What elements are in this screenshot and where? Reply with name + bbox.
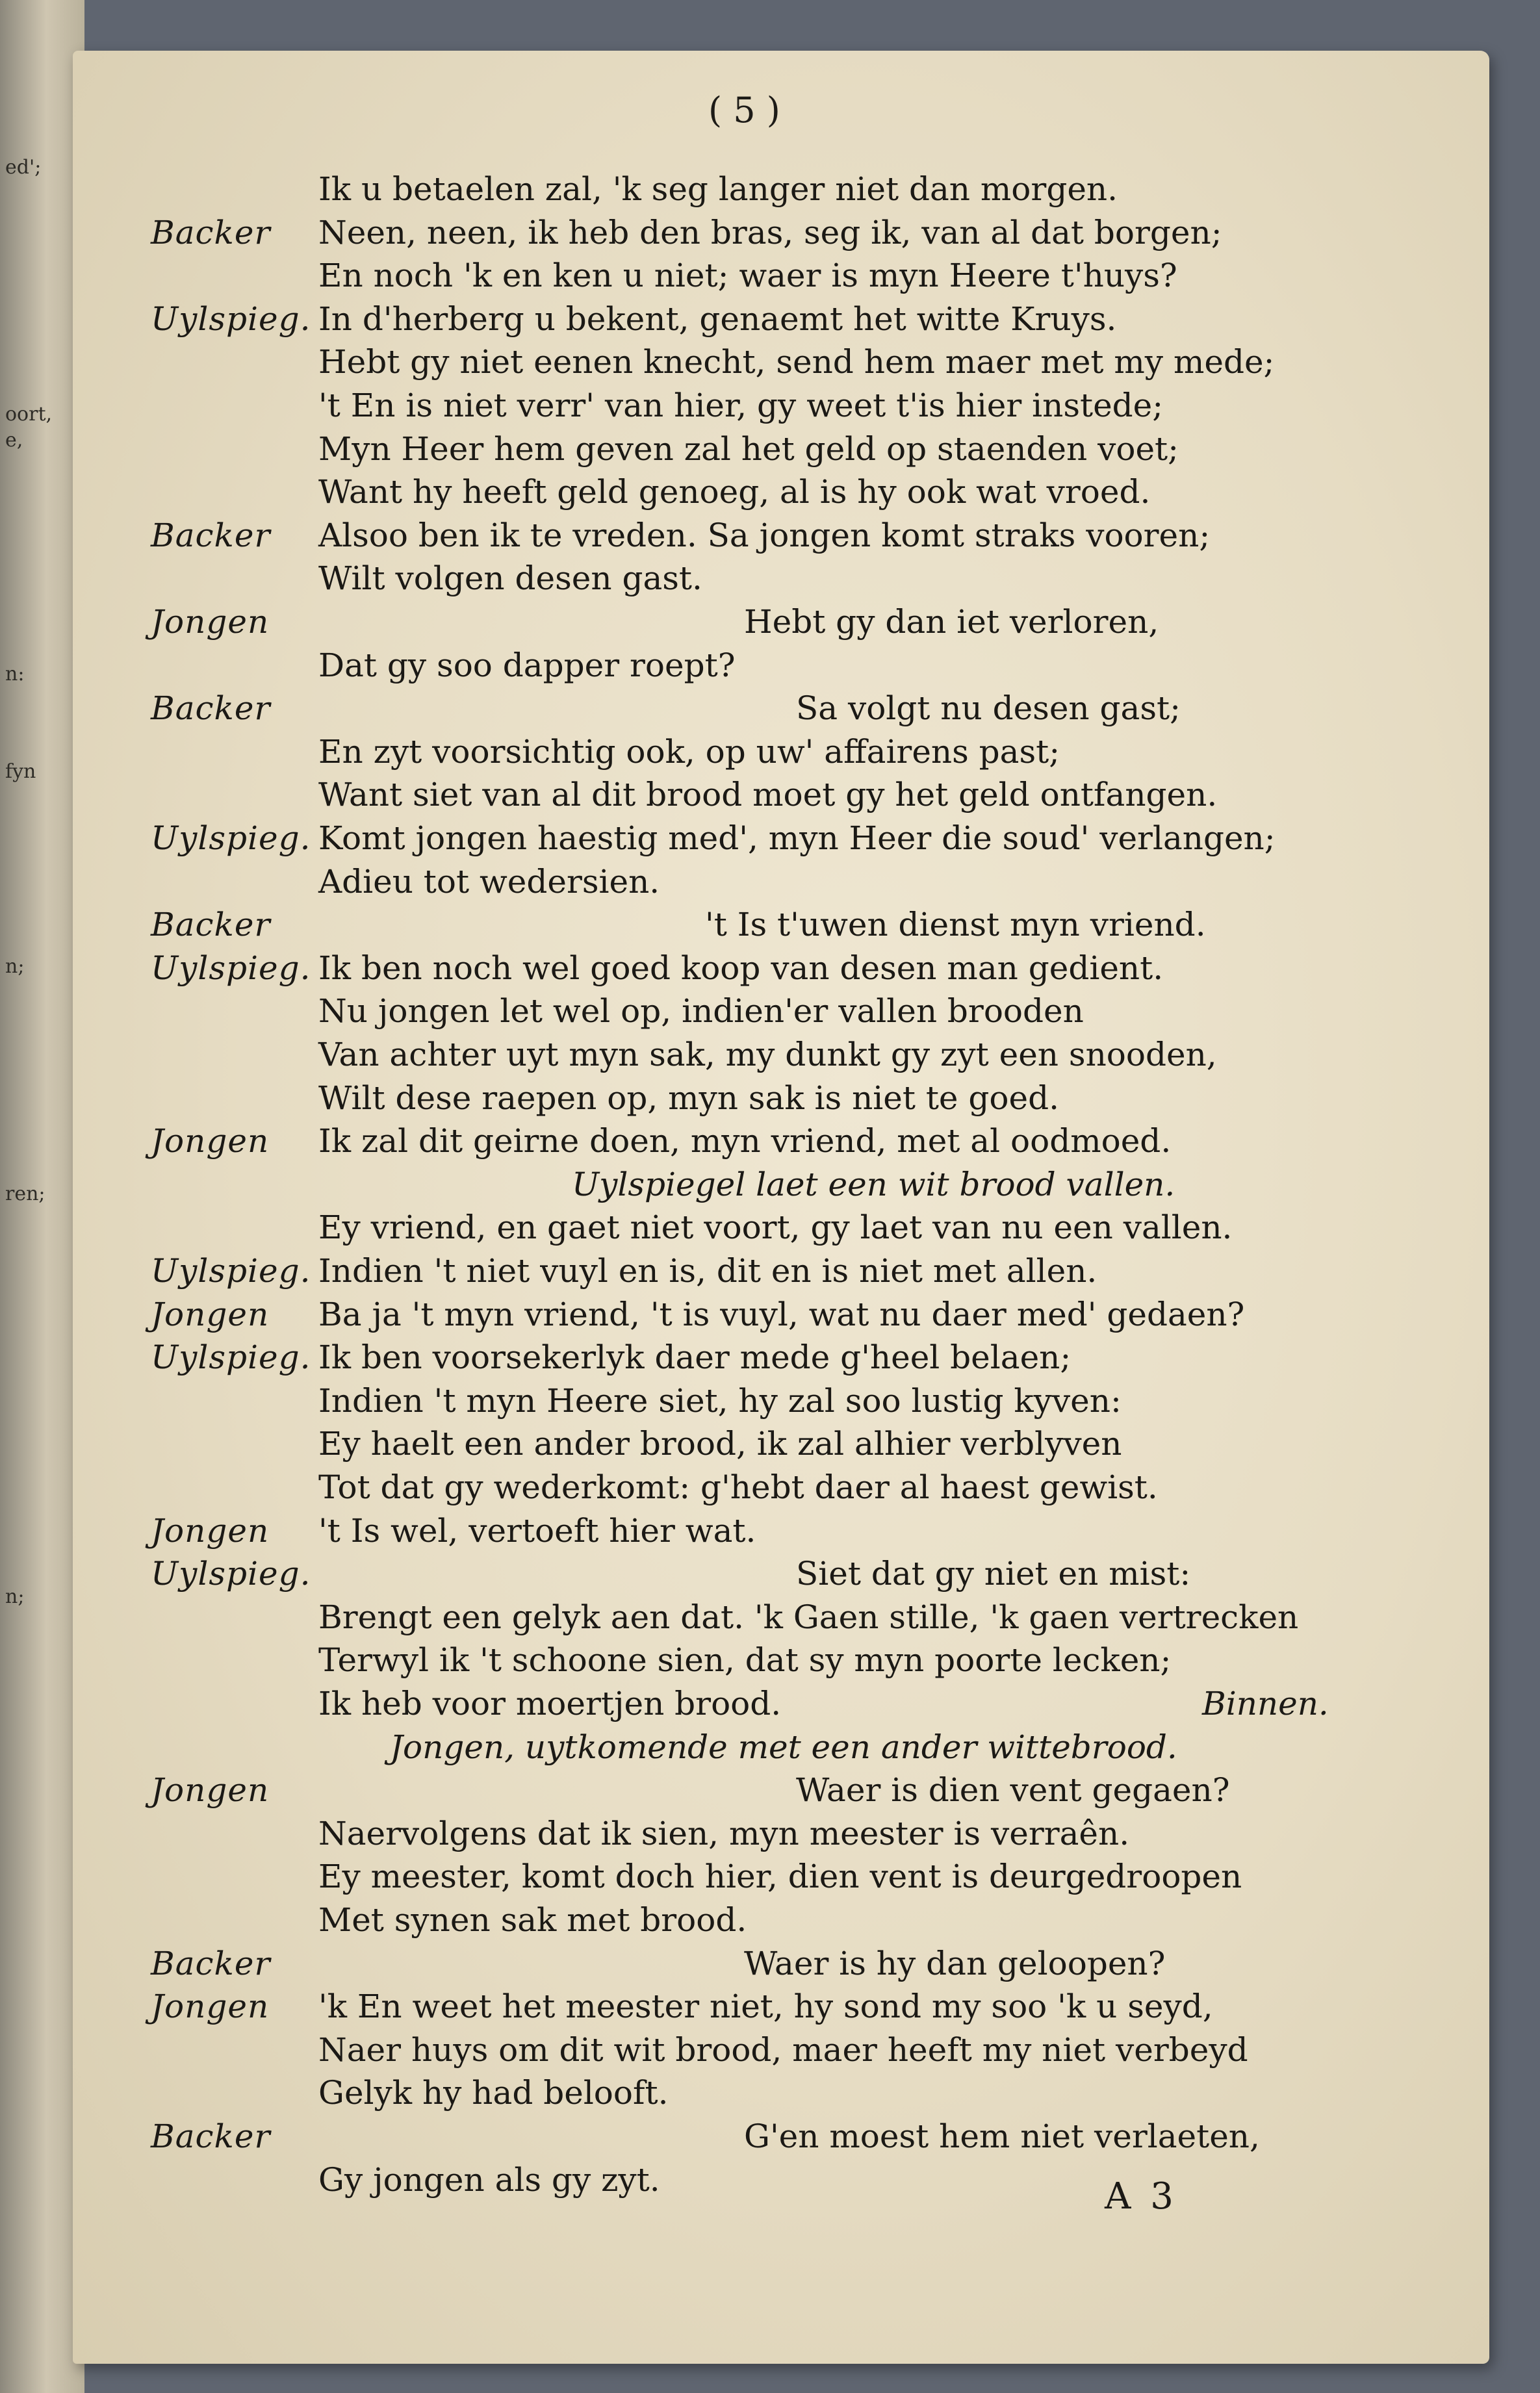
speaker-name: Backer: [151, 689, 271, 727]
play-line: [0, 2161, 1540, 2207]
play-line: [0, 906, 1540, 951]
verse-text: Siet dat gy niet en mist:: [796, 1555, 1191, 1593]
verse-text: Ik ben noch wel goed koop van desen man gedient.: [318, 949, 1164, 987]
play-line: [0, 776, 1540, 821]
play-line: [0, 1338, 1540, 1384]
play-line: [0, 863, 1540, 908]
facing-page-fragment: fyn: [5, 760, 36, 783]
verse-text: Terwyl ik 't schoone sien, dat sy myn poorte lecken;: [318, 1641, 1172, 1679]
play-line: [0, 1901, 1540, 1947]
stage-direction: Uylspiegel laet een wit brood vallen.: [572, 1166, 1175, 1203]
play-line: [0, 646, 1540, 692]
play-line: [0, 559, 1540, 605]
play-line: [0, 1858, 1540, 1903]
facing-page-fragment: e,: [5, 429, 23, 452]
verse-text: Komt jongen haestig med', myn Heer die soud' verlangen;: [318, 819, 1276, 857]
verse-text: Tot dat gy wederkomt: g'hebt daer al haest gewist.: [318, 1468, 1158, 1506]
verse-text: En noch 'k en ken u niet; waer is myn Heere t'huys?: [318, 257, 1177, 294]
verse-text: Myn Heer hem geven zal het geld op staenden voet;: [318, 430, 1179, 468]
verse-text: 't Is t'uwen dienst myn vriend.: [705, 906, 1206, 943]
play-line: [0, 517, 1540, 562]
verse-text: Waer is hy dan geloopen?: [744, 1945, 1166, 1982]
facing-page-fragment: n:: [5, 663, 25, 685]
play-line: [0, 1166, 1540, 1211]
stage-direction-exit: Binnen.: [1202, 1685, 1329, 1722]
signature-mark: A 3: [1105, 2175, 1177, 2218]
play-line: [0, 473, 1540, 518]
play-line: [0, 1296, 1540, 1341]
play-line: [0, 1425, 1540, 1470]
speaker-name: Jongen: [151, 1988, 270, 2025]
speaker-name: Uylspieg.: [151, 1252, 311, 1290]
facing-page-fragment: ren;: [5, 1183, 45, 1205]
speaker-name: Uylspieg.: [151, 1338, 311, 1376]
play-line: [0, 2074, 1540, 2119]
play-line: [0, 1252, 1540, 1298]
verse-text: Wilt volgen desen gast.: [318, 559, 702, 597]
play-line: [0, 603, 1540, 648]
play-line: [0, 1728, 1540, 1774]
verse-text: Want hy heeft geld genoeg, al is hy ook wat vroed.: [318, 473, 1151, 511]
speaker-name: Uylspieg.: [151, 819, 311, 857]
play-line: [0, 1382, 1540, 1427]
play-line: [0, 1468, 1540, 1514]
verse-text: Wilt dese raepen op, myn sak is niet te goed.: [318, 1079, 1060, 1117]
speaker-name: Jongen: [151, 1122, 270, 1160]
play-line: [0, 1036, 1540, 1081]
play-line: [0, 430, 1540, 476]
facing-page-fragment: ed';: [5, 156, 42, 179]
play-line: [0, 1512, 1540, 1557]
speaker-name: Uylspieg.: [151, 300, 311, 338]
verse-text: Hebt gy niet eenen knecht, send hem maer met my mede;: [318, 343, 1275, 381]
play-line: [0, 992, 1540, 1038]
verse-text: Ik zal dit geirne doen, myn vriend, met al oodmoed.: [318, 1122, 1172, 1160]
page-number: ( 5 ): [708, 90, 780, 131]
verse-text: Naer huys om dit wit brood, maer heeft my niet verbeyd: [318, 2031, 1248, 2069]
verse-text: Van achter uyt myn sak, my dunkt gy zyt een snooden,: [318, 1036, 1217, 1073]
verse-text: Ey meester, komt doch hier, dien vent is deurgedroopen: [318, 1858, 1242, 1895]
play-line: [0, 949, 1540, 995]
verse-text: Indien 't myn Heere siet, hy zal soo lustig kyven:: [318, 1382, 1122, 1420]
verse-text: Gelyk hy had belooft.: [318, 2074, 669, 2112]
speaker-name: Backer: [151, 906, 271, 943]
play-line: [0, 257, 1540, 302]
verse-text: In d'herberg u bekent, genaemt het witte Kruys.: [318, 300, 1117, 338]
speaker-name: Uylspieg.: [151, 1555, 311, 1593]
verse-text: 't Is wel, vertoeft hier wat.: [318, 1512, 756, 1550]
play-line: [0, 1685, 1540, 1730]
verse-text: Ik u betaelen zal, 'k seg langer niet dan morgen.: [318, 170, 1118, 208]
play-line: [0, 343, 1540, 389]
play-line: [0, 2118, 1540, 2163]
facing-page-fragment: oort,: [5, 403, 53, 426]
play-line: [0, 819, 1540, 865]
verse-text: Nu jongen let wel op, indien'er vallen brooden: [318, 992, 1084, 1030]
play-line: [0, 2031, 1540, 2077]
speaker-name: Backer: [151, 517, 271, 554]
verse-text: Adieu tot wedersien.: [318, 863, 660, 901]
play-line: [0, 689, 1540, 735]
facing-page-fragment: n;: [5, 1585, 25, 1608]
speaker-name: Backer: [151, 214, 271, 251]
verse-text: Naervolgens dat ik sien, myn meester is verraên.: [318, 1815, 1130, 1852]
verse-text: Gy jongen als gy zyt.: [318, 2161, 660, 2199]
play-line: [0, 1641, 1540, 1687]
verse-text: G'en moest hem niet verlaeten,: [744, 2118, 1260, 2155]
play-line: [0, 214, 1540, 259]
speaker-name: Backer: [151, 2118, 271, 2155]
stage-direction: Jongen, uytkomende met een ander wittebrood.: [390, 1728, 1177, 1766]
play-line: [0, 1209, 1540, 1254]
verse-text: 't En is niet verr' van hier, gy weet t'is hier instede;: [318, 387, 1164, 424]
play-line: [0, 387, 1540, 432]
verse-text: En zyt voorsichtig ook, op uw' affairens past;: [318, 733, 1060, 771]
play-line: [0, 1945, 1540, 1990]
verse-text: Neen, neen, ik heb den bras, seg ik, van al dat borgen;: [318, 214, 1222, 251]
verse-text: Ik heb voor moertjen brood.: [318, 1685, 782, 1722]
verse-text: Waer is dien vent gegaen?: [796, 1771, 1230, 1809]
verse-text: Sa volgt nu desen gast;: [796, 689, 1181, 727]
verse-text: Brengt een gelyk aen dat. 'k Gaen stille, 'k gaen vertrecken: [318, 1598, 1299, 1636]
verse-text: Ik ben voorsekerlyk daer mede g'heel belaen;: [318, 1338, 1072, 1376]
play-line: [0, 300, 1540, 346]
speaker-name: Jongen: [151, 1771, 270, 1809]
play-line: [0, 1555, 1540, 1600]
verse-text: Ey vriend, en gaet niet voort, gy laet van nu een vallen.: [318, 1209, 1233, 1246]
verse-text: Want siet van al dit brood moet gy het geld ontfangen.: [318, 776, 1218, 813]
play-line: [0, 1988, 1540, 2033]
verse-text: Alsoo ben ik te vreden. Sa jongen komt straks vooren;: [318, 517, 1211, 554]
play-line: [0, 733, 1540, 778]
play-line: [0, 1598, 1540, 1644]
play-line: [0, 1122, 1540, 1168]
verse-text: Ba ja 't myn vriend, 't is vuyl, wat nu daer med' gedaen?: [318, 1296, 1245, 1333]
verse-text: Indien 't niet vuyl en is, dit en is niet met allen.: [318, 1252, 1097, 1290]
speaker-name: Backer: [151, 1945, 271, 1982]
verse-text: Met synen sak met brood.: [318, 1901, 747, 1939]
verse-text: Dat gy soo dapper roept?: [318, 646, 736, 684]
play-line: [0, 170, 1540, 216]
speaker-name: Jongen: [151, 603, 270, 641]
speaker-name: Jongen: [151, 1512, 270, 1550]
speaker-name: Jongen: [151, 1296, 270, 1333]
play-line: [0, 1079, 1540, 1125]
verse-text: 'k En weet het meester niet, hy sond my soo 'k u seyd,: [318, 1988, 1213, 2025]
speaker-name: Uylspieg.: [151, 949, 311, 987]
verse-text: Ey haelt een ander brood, ik zal alhier verblyven: [318, 1425, 1122, 1463]
facing-page-fragment: n;: [5, 955, 25, 978]
verse-text: Hebt gy dan iet verloren,: [744, 603, 1159, 641]
play-line: [0, 1815, 1540, 1860]
play-line: [0, 1771, 1540, 1817]
